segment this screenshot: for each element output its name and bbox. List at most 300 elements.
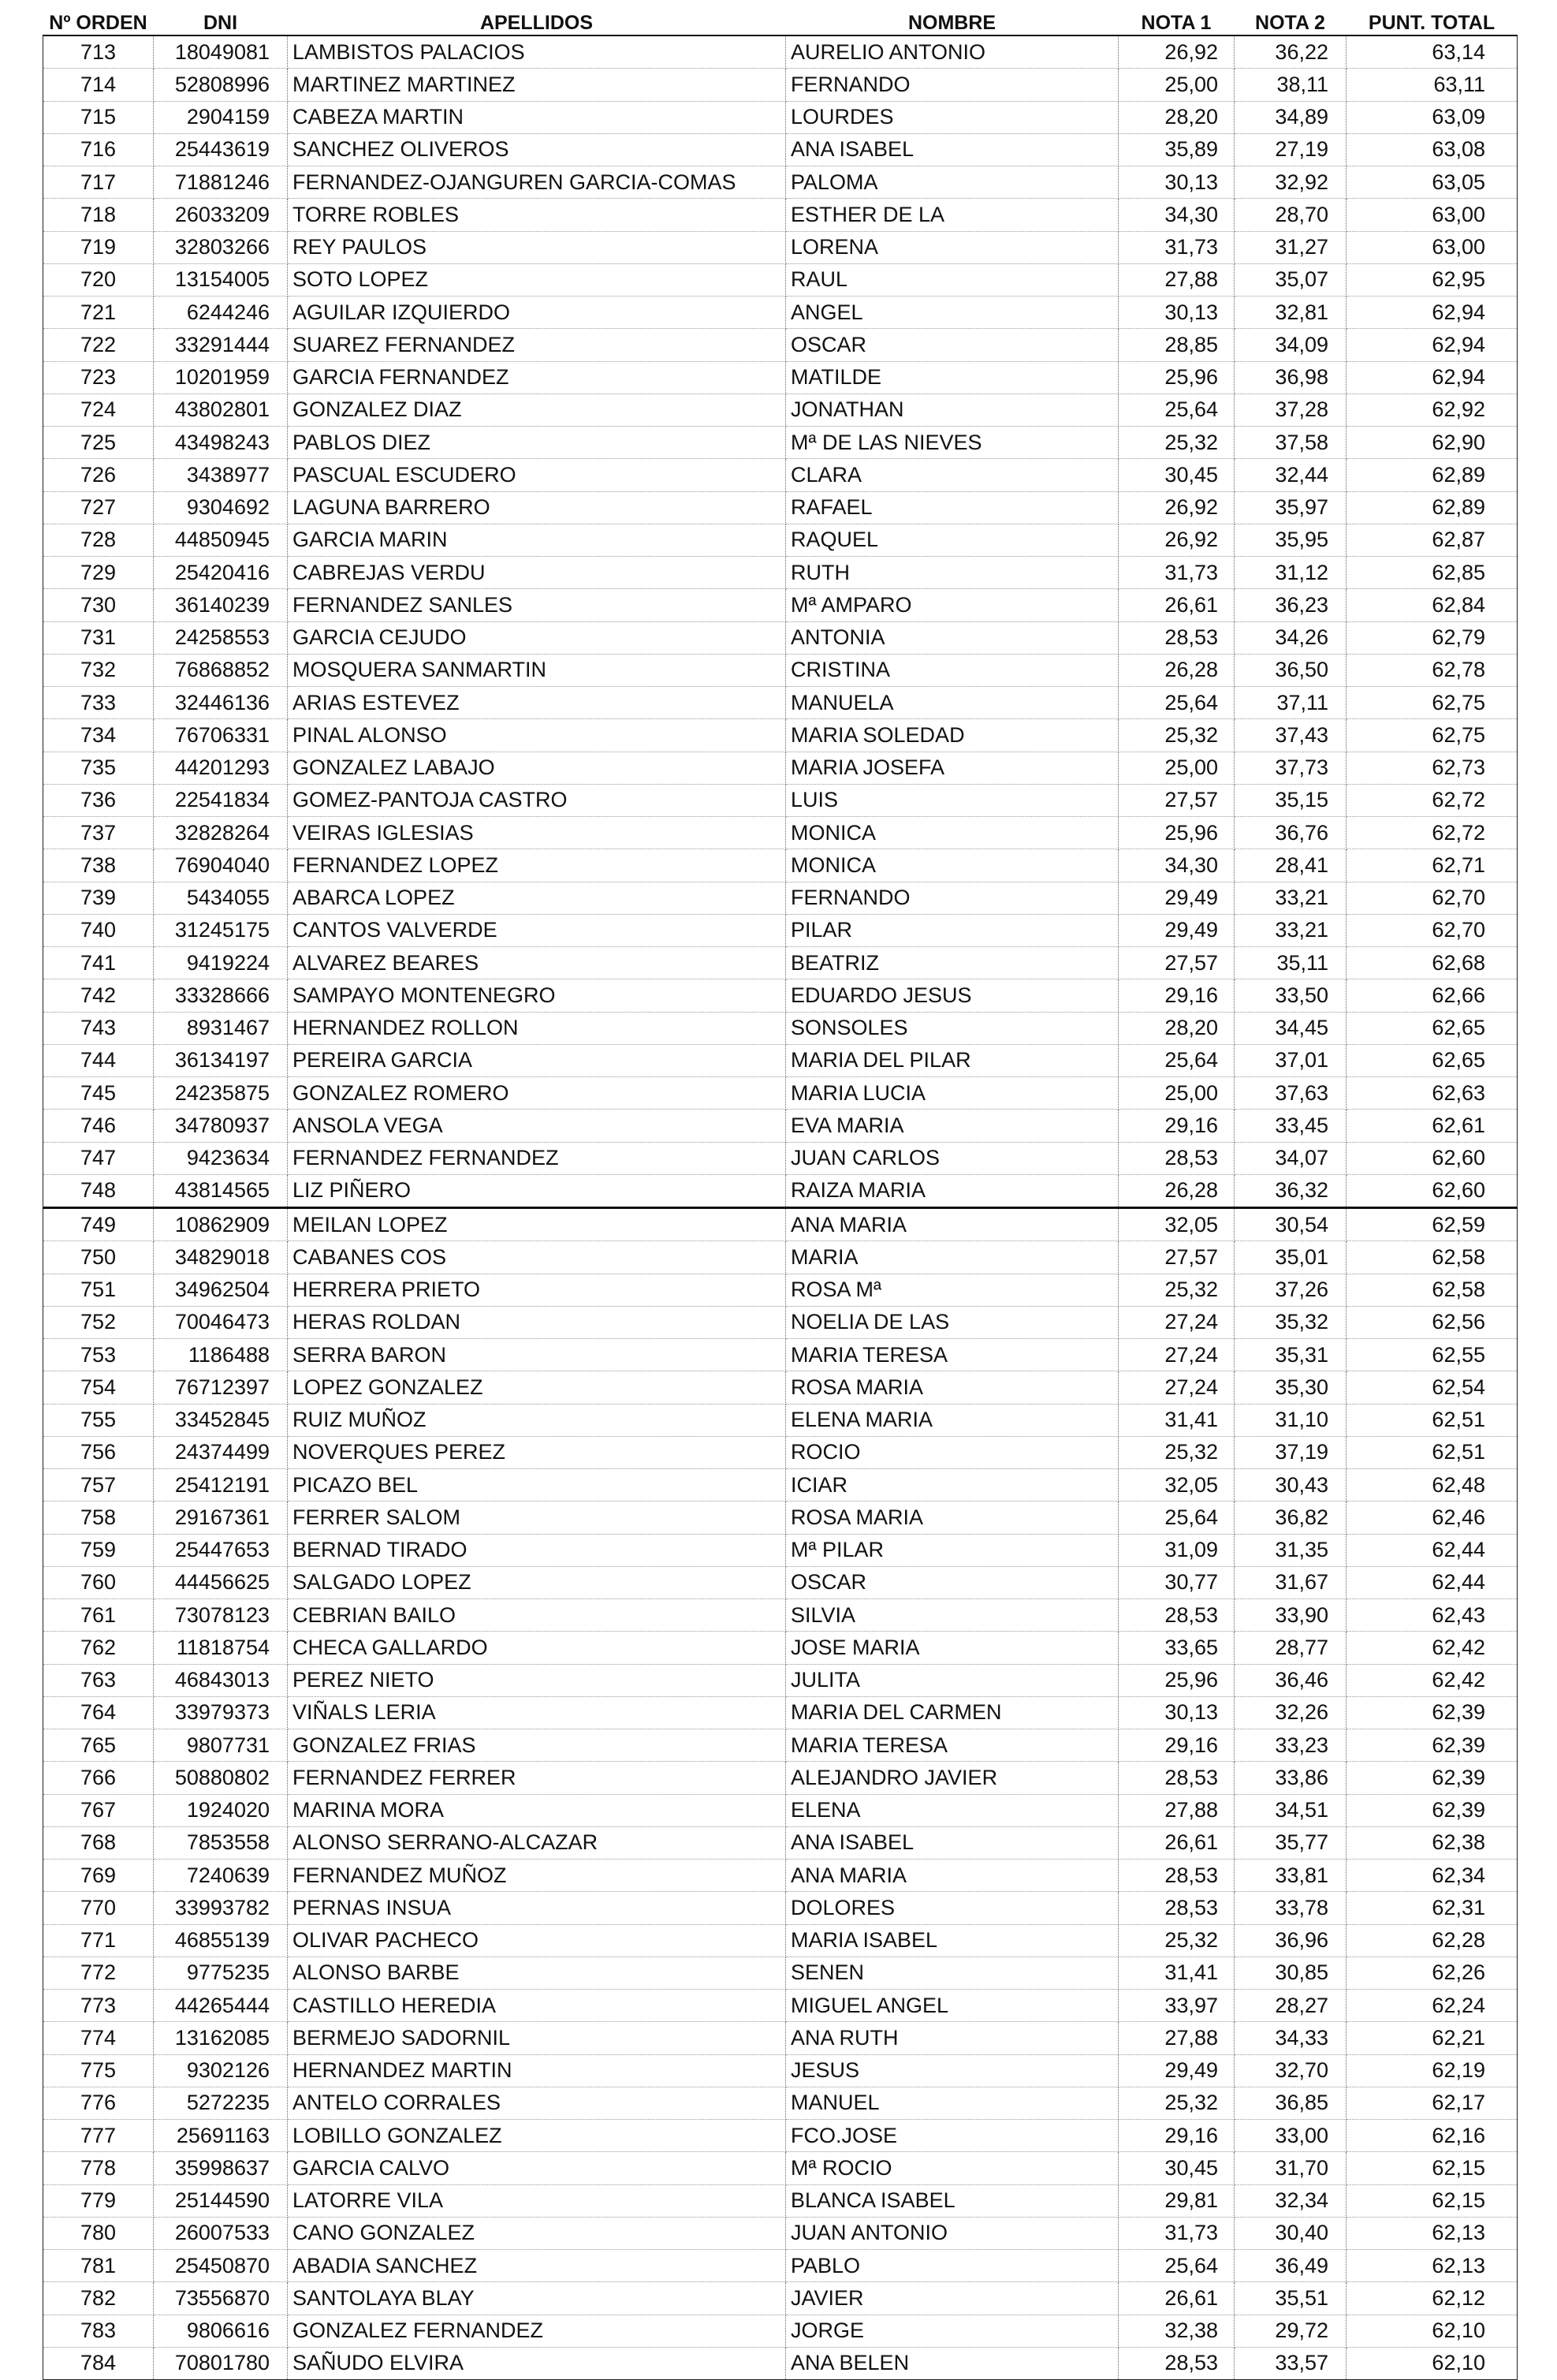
cell-nota1: 29,16 [1119,979,1235,1012]
cell-nota2: 28,27 [1235,1990,1347,2022]
table-row [43,491,1518,524]
header-nombre: NOMBRE [907,12,996,34]
cell-orden: 717 [43,166,154,199]
table-row [43,1044,1518,1076]
cell-dni: 5272235 [154,2087,288,2119]
cell-orden: 777 [43,2120,154,2152]
cell-nombre: NOELIA DE LAS [786,1306,1119,1338]
cell-nota2: 34,89 [1235,101,1347,133]
cell-orden: 748 [43,1174,154,1207]
cell-nota1: 29,16 [1119,1110,1235,1142]
table-row [43,133,1518,166]
cell-total: 62,39 [1347,1794,1518,1826]
cell-orden: 726 [43,459,154,491]
cell-dni: 31245175 [154,914,288,946]
cell-orden: 773 [43,1990,154,2022]
cell-nota2: 34,33 [1235,2022,1347,2054]
cell-orden: 766 [43,1762,154,1794]
cell-total: 62,60 [1347,1174,1518,1207]
cell-total: 62,19 [1347,2054,1518,2087]
cell-total: 62,51 [1347,1436,1518,1468]
cell-nota2: 33,57 [1235,2347,1347,2379]
cell-nombre: OSCAR [786,1566,1119,1598]
table-row [43,979,1518,1012]
cell-orden: 752 [43,1306,154,1338]
cell-total: 62,58 [1347,1274,1518,1306]
cell-nota1: 25,96 [1119,817,1235,849]
table-row [43,1664,1518,1696]
cell-nombre: MATILDE [786,361,1119,394]
table-row [43,101,1518,133]
cell-total: 63,09 [1347,101,1518,133]
cell-nota2: 37,11 [1235,687,1347,719]
cell-orden: 760 [43,1566,154,1598]
cell-nombre: Mª PILAR [786,1534,1119,1566]
cell-nota2: 36,49 [1235,2250,1347,2282]
cell-apellidos: ANTELO CORRALES [288,2087,786,2119]
cell-total: 62,38 [1347,1826,1518,1859]
cell-nombre: JORGE [786,2315,1119,2347]
cell-nota2: 31,27 [1235,231,1347,263]
results-table [43,9,1518,2380]
table-row [43,2184,1518,2217]
cell-nombre: RAFAEL [786,491,1119,524]
cell-nota2: 37,26 [1235,1274,1347,1306]
cell-nota1: 28,20 [1119,1012,1235,1044]
cell-nota1: 31,73 [1119,2217,1235,2249]
cell-apellidos: VIÑALS LERIA [288,1696,786,1729]
cell-total: 63,08 [1347,133,1518,166]
cell-nota2: 27,19 [1235,133,1347,166]
cell-nombre: ANGEL [786,297,1119,329]
cell-nota2: 33,00 [1235,2120,1347,2152]
cell-nota2: 28,77 [1235,1632,1347,1664]
table-row [43,1208,1518,1241]
cell-nota1: 25,32 [1119,1436,1235,1468]
cell-nota1: 28,53 [1119,621,1235,654]
cell-nombre: MONICA [786,849,1119,882]
cell-apellidos: CANTOS VALVERDE [288,914,786,946]
cell-total: 62,10 [1347,2315,1518,2347]
cell-orden: 774 [43,2022,154,2054]
cell-total: 63,00 [1347,231,1518,263]
cell-nota1: 25,96 [1119,361,1235,394]
cell-total: 62,73 [1347,752,1518,784]
table-row [43,557,1518,589]
cell-apellidos: FERNANDEZ FERRER [288,1762,786,1794]
cell-nombre: Mª DE LAS NIEVES [786,427,1119,459]
cell-nombre: SENEN [786,1957,1119,1989]
cell-dni: 76904040 [154,849,288,882]
cell-dni: 5434055 [154,882,288,914]
cell-dni: 70801780 [154,2347,288,2379]
cell-nota1: 26,92 [1119,35,1235,69]
cell-nota2: 32,44 [1235,459,1347,491]
table-row [43,166,1518,199]
table-row [43,1012,1518,1044]
cell-apellidos: LAGUNA BARRERO [288,491,786,524]
cell-total: 62,65 [1347,1044,1518,1076]
table-row [43,1077,1518,1110]
cell-nombre: PILAR [786,914,1119,946]
table-row [43,1371,1518,1404]
cell-nota1: 27,24 [1119,1306,1235,1338]
cell-dni: 6244246 [154,297,288,329]
cell-nota2: 29,72 [1235,2315,1347,2347]
cell-dni: 9775235 [154,1957,288,1989]
table-row [43,297,1518,329]
cell-nombre: ROSA MARIA [786,1371,1119,1404]
cell-orden: 734 [43,719,154,752]
cell-total: 62,13 [1347,2217,1518,2249]
cell-total: 62,39 [1347,1762,1518,1794]
cell-nombre: ROSA Mª [786,1274,1119,1306]
cell-orden: 740 [43,914,154,946]
cell-dni: 36134197 [154,1044,288,1076]
cell-apellidos: OLIVAR PACHECO [288,1924,786,1957]
cell-orden: 741 [43,947,154,979]
cell-orden: 750 [43,1241,154,1274]
cell-orden: 776 [43,2087,154,2119]
cell-orden: 737 [43,817,154,849]
cell-dni: 33979373 [154,1696,288,1729]
table-row [43,361,1518,394]
table-row [43,2152,1518,2184]
table-row [43,1762,1518,1794]
cell-dni: 73078123 [154,1599,288,1632]
table-row [43,2282,1518,2315]
table-row [43,914,1518,946]
cell-total: 62,63 [1347,1077,1518,1110]
table-row [43,687,1518,719]
table-row [43,719,1518,752]
table-row [43,1501,1518,1534]
cell-nota2: 30,85 [1235,1957,1347,1989]
cell-nombre: MARIA SOLEDAD [786,719,1119,752]
cell-total: 62,70 [1347,882,1518,914]
cell-dni: 24258553 [154,621,288,654]
cell-apellidos: FERNANDEZ-OJANGUREN GARCIA-COMAS [288,166,786,199]
table-row [43,1241,1518,1274]
cell-orden: 733 [43,687,154,719]
cell-apellidos: ABADIA SANCHEZ [288,2250,786,2282]
cell-nombre: SONSOLES [786,1012,1119,1044]
cell-total: 62,15 [1347,2152,1518,2184]
cell-nota1: 29,49 [1119,2054,1235,2087]
cell-nombre: ESTHER DE LA [786,199,1119,231]
cell-nota1: 29,49 [1119,882,1235,914]
cell-apellidos: GOMEZ-PANTOJA CASTRO [288,784,786,816]
cell-nombre: ANA RUTH [786,2022,1119,2054]
cell-dni: 44456625 [154,1566,288,1598]
cell-nota1: 25,32 [1119,427,1235,459]
cell-dni: 46855139 [154,1924,288,1957]
cell-apellidos: GONZALEZ FERNANDEZ [288,2315,786,2347]
table-row [43,459,1518,491]
cell-orden: 716 [43,133,154,166]
table-row [43,2250,1518,2282]
table-row [43,1860,1518,1892]
cell-nota1: 28,53 [1119,1892,1235,1924]
cell-apellidos: CEBRIAN BAILO [288,1599,786,1632]
table-row [43,947,1518,979]
cell-total: 62,34 [1347,1860,1518,1892]
cell-nombre: MARIA [786,1241,1119,1274]
cell-total: 62,66 [1347,979,1518,1012]
cell-nota1: 27,57 [1119,947,1235,979]
cell-orden: 744 [43,1044,154,1076]
cell-nombre: MANUEL [786,2087,1119,2119]
table-row [43,1826,1518,1859]
cell-dni: 2904159 [154,101,288,133]
table-row [43,1306,1518,1338]
cell-total: 62,31 [1347,1892,1518,1924]
cell-nombre: DOLORES [786,1892,1119,1924]
cell-orden: 730 [43,589,154,621]
cell-nota2: 37,73 [1235,752,1347,784]
cell-apellidos: SALGADO LOPEZ [288,1566,786,1598]
cell-dni: 25691163 [154,2120,288,2152]
cell-nota2: 36,22 [1235,35,1347,69]
cell-total: 62,58 [1347,1241,1518,1274]
cell-nombre: JULITA [786,1664,1119,1696]
cell-nombre: ANA ISABEL [786,133,1119,166]
cell-dni: 9806616 [154,2315,288,2347]
cell-dni: 32828264 [154,817,288,849]
cell-dni: 10201959 [154,361,288,394]
cell-nombre: BLANCA ISABEL [786,2184,1119,2217]
cell-total: 62,46 [1347,1501,1518,1534]
cell-orden: 721 [43,297,154,329]
cell-orden: 722 [43,329,154,361]
cell-nota1: 29,16 [1119,1729,1235,1762]
table-row [43,69,1518,101]
cell-orden: 761 [43,1599,154,1632]
cell-apellidos: GARCIA CALVO [288,2152,786,2184]
cell-apellidos: CABANES COS [288,1241,786,1274]
cell-nombre: SILVIA [786,1599,1119,1632]
table-row [43,621,1518,654]
cell-apellidos: FERNANDEZ MUÑOZ [288,1860,786,1892]
cell-nombre: CRISTINA [786,654,1119,686]
cell-nombre: JONATHAN [786,394,1119,426]
cell-dni: 34780937 [154,1110,288,1142]
cell-nota2: 37,43 [1235,719,1347,752]
cell-nombre: Mª AMPARO [786,589,1119,621]
cell-dni: 10862909 [154,1208,288,1241]
cell-apellidos: LATORRE VILA [288,2184,786,2217]
cell-nota2: 33,23 [1235,1729,1347,1762]
cell-nota1: 31,09 [1119,1534,1235,1566]
cell-nota1: 31,41 [1119,1957,1235,1989]
cell-apellidos: MEILAN LOPEZ [288,1208,786,1241]
cell-nota1: 25,32 [1119,1274,1235,1306]
cell-apellidos: LIZ PIÑERO [288,1174,786,1207]
cell-total: 62,72 [1347,784,1518,816]
cell-apellidos: PASCUAL ESCUDERO [288,459,786,491]
cell-apellidos: AGUILAR IZQUIERDO [288,297,786,329]
table-row [43,817,1518,849]
cell-orden: 719 [43,231,154,263]
cell-apellidos: LAMBISTOS PALACIOS [288,35,786,69]
cell-dni: 25412191 [154,1469,288,1501]
table-row [43,849,1518,882]
cell-dni: 34829018 [154,1241,288,1274]
cell-total: 62,28 [1347,1924,1518,1957]
cell-nota2: 34,26 [1235,621,1347,654]
cell-apellidos: RUIZ MUÑOZ [288,1404,786,1436]
table-row [43,35,1518,69]
cell-apellidos: GONZALEZ LABAJO [288,752,786,784]
cell-nombre: CLARA [786,459,1119,491]
cell-nombre: PALOMA [786,166,1119,199]
table-row [43,1794,1518,1826]
cell-dni: 70046473 [154,1306,288,1338]
cell-nombre: FCO.JOSE [786,2120,1119,2152]
header-nota2: NOTA 2 [1255,12,1325,34]
cell-dni: 25447653 [154,1534,288,1566]
table-row [43,329,1518,361]
cell-nota2: 33,21 [1235,914,1347,946]
table-row [43,524,1518,556]
cell-nombre: ROSA MARIA [786,1501,1119,1534]
cell-nota2: 30,43 [1235,1469,1347,1501]
cell-nota1: 31,41 [1119,1404,1235,1436]
cell-dni: 43814565 [154,1174,288,1207]
cell-nota2: 34,51 [1235,1794,1347,1826]
cell-orden: 715 [43,101,154,133]
header-dni: DNI [203,12,238,34]
cell-total: 62,85 [1347,557,1518,589]
cell-nota2: 33,45 [1235,1110,1347,1142]
table-row [43,589,1518,621]
cell-dni: 52808996 [154,69,288,101]
cell-nota2: 31,12 [1235,557,1347,589]
cell-apellidos: ABARCA LOPEZ [288,882,786,914]
cell-nombre: ANA MARIA [786,1860,1119,1892]
cell-total: 62,84 [1347,589,1518,621]
table-row [43,1469,1518,1501]
cell-total: 62,48 [1347,1469,1518,1501]
cell-total: 63,00 [1347,199,1518,231]
table-body [43,35,1518,2380]
cell-dni: 13162085 [154,2022,288,2054]
cell-total: 62,79 [1347,621,1518,654]
cell-orden: 725 [43,427,154,459]
cell-nombre: RAIZA MARIA [786,1174,1119,1207]
cell-apellidos: FERRER SALOM [288,1501,786,1534]
cell-apellidos: FERNANDEZ SANLES [288,589,786,621]
cell-orden: 729 [43,557,154,589]
cell-nota1: 31,73 [1119,231,1235,263]
cell-nota2: 35,11 [1235,947,1347,979]
cell-total: 62,75 [1347,687,1518,719]
cell-apellidos: TORRE ROBLES [288,199,786,231]
cell-nota2: 35,51 [1235,2282,1347,2315]
table-row [43,2315,1518,2347]
cell-dni: 18049081 [154,35,288,69]
cell-dni: 34962504 [154,1274,288,1306]
cell-nota1: 27,88 [1119,263,1235,296]
cell-apellidos: CHECA GALLARDO [288,1632,786,1664]
cell-nombre: MARIA DEL PILAR [786,1044,1119,1076]
cell-dni: 43498243 [154,427,288,459]
cell-nota1: 34,30 [1119,199,1235,231]
table-row [43,784,1518,816]
cell-apellidos: VEIRAS IGLESIAS [288,817,786,849]
cell-nota2: 32,70 [1235,2054,1347,2087]
cell-total: 63,11 [1347,69,1518,101]
cell-nota1: 34,30 [1119,849,1235,882]
cell-nombre: LORENA [786,231,1119,263]
cell-nota1: 25,00 [1119,69,1235,101]
cell-orden: 768 [43,1826,154,1859]
cell-dni: 29167361 [154,1501,288,1534]
cell-nota2: 33,78 [1235,1892,1347,1924]
cell-nota1: 27,57 [1119,784,1235,816]
cell-apellidos: LOBILLO GONZALEZ [288,2120,786,2152]
cell-dni: 7853558 [154,1826,288,1859]
cell-total: 62,39 [1347,1729,1518,1762]
cell-apellidos: GARCIA FERNANDEZ [288,361,786,394]
cell-nombre: MARIA JOSEFA [786,752,1119,784]
cell-total: 62,13 [1347,2250,1518,2282]
cell-nota2: 35,97 [1235,491,1347,524]
cell-nota1: 27,88 [1119,1794,1235,1826]
cell-dni: 35998637 [154,2152,288,2184]
cell-nota1: 27,24 [1119,1371,1235,1404]
cell-dni: 50880802 [154,1762,288,1794]
cell-dni: 3438977 [154,459,288,491]
cell-apellidos: GARCIA CEJUDO [288,621,786,654]
cell-apellidos: SANCHEZ OLIVEROS [288,133,786,166]
table-row [43,1729,1518,1762]
cell-nota1: 25,96 [1119,1664,1235,1696]
cell-apellidos: ALONSO SERRANO-ALCAZAR [288,1826,786,1859]
cell-nota1: 26,92 [1119,524,1235,556]
cell-orden: 753 [43,1339,154,1371]
cell-nombre: BEATRIZ [786,947,1119,979]
cell-dni: 9419224 [154,947,288,979]
cell-apellidos: CANO GONZALEZ [288,2217,786,2249]
cell-dni: 71881246 [154,166,288,199]
cell-total: 62,43 [1347,1599,1518,1632]
cell-dni: 33993782 [154,1892,288,1924]
cell-nota2: 36,98 [1235,361,1347,394]
cell-dni: 76712397 [154,1371,288,1404]
cell-nombre: MONICA [786,817,1119,849]
cell-total: 62,78 [1347,654,1518,686]
table-row [43,1110,1518,1142]
cell-nota2: 37,58 [1235,427,1347,459]
cell-nota2: 36,85 [1235,2087,1347,2119]
cell-nombre: MANUELA [786,687,1119,719]
table-row [43,1534,1518,1566]
cell-nota2: 30,40 [1235,2217,1347,2249]
cell-dni: 7240639 [154,1860,288,1892]
cell-nota1: 29,81 [1119,2184,1235,2217]
cell-nota2: 32,81 [1235,297,1347,329]
cell-nota2: 30,54 [1235,1208,1347,1241]
cell-nombre: Mª ROCIO [786,2152,1119,2184]
cell-nota1: 30,45 [1119,2152,1235,2184]
cell-nota1: 28,53 [1119,2347,1235,2379]
cell-nota1: 25,64 [1119,1501,1235,1534]
cell-nota1: 27,57 [1119,1241,1235,1274]
cell-nombre: ANTONIA [786,621,1119,654]
table-row [43,752,1518,784]
cell-orden: 738 [43,849,154,882]
